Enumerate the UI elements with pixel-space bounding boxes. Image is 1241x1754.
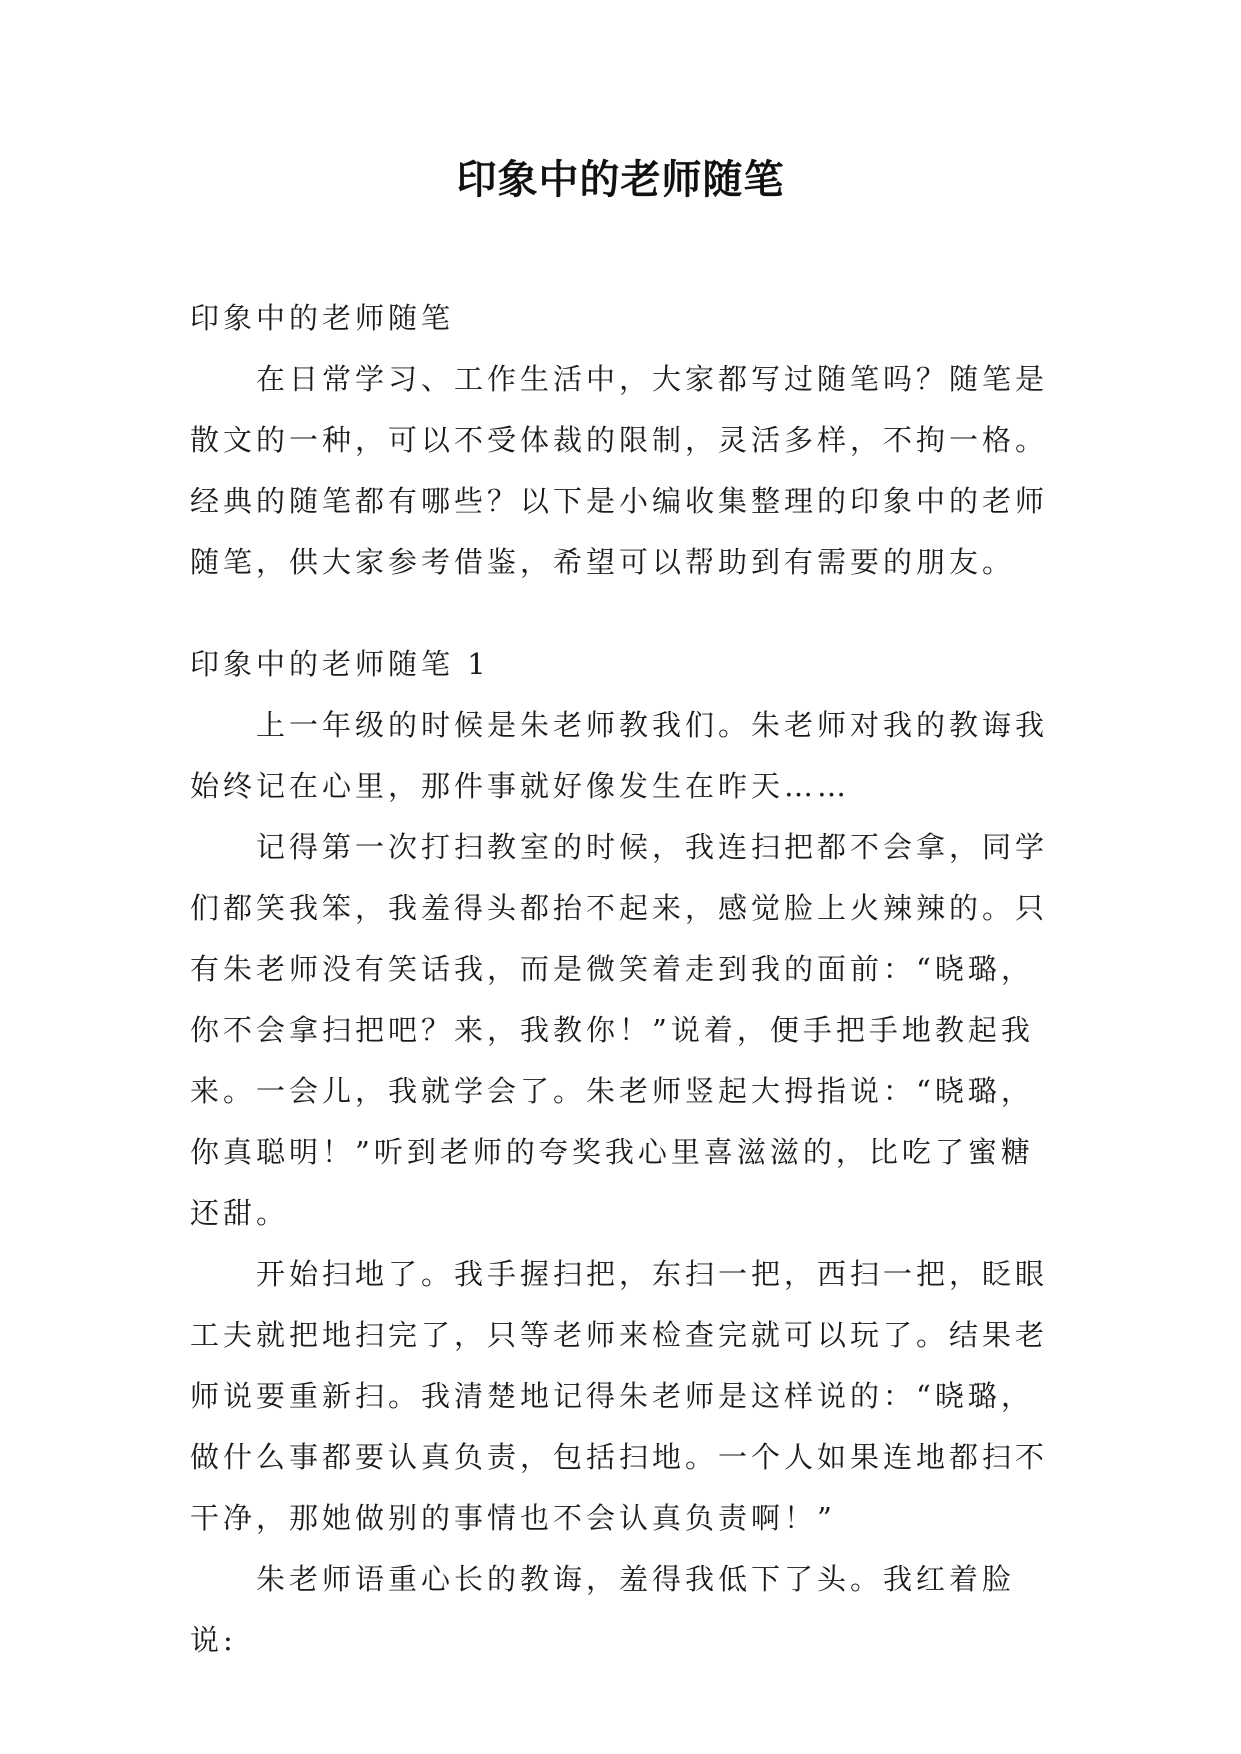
body-paragraph: 开始扫地了。我手握扫把，东扫一把，西扫一把，眨眼工夫就把地扫完了，只等老师来检查完就可以玩了。结果老师说要重新扫。我清楚地记得朱老师是这样说的：“晓璐，做什么事都要认真负责，包括扫地。一个人如果连地都扫不干净，那她做别的事情也不会认真负责啊！”	[190, 1257, 1049, 1535]
intro-paragraph: 在日常学习、工作生活中，大家都写过随笔吗？随笔是散文的一种，可以不受体裁的限制，灵活多样，不拘一格。经典的随笔都有哪些？以下是小编收集整理的印象中的老师随笔，供大家参考借鉴，希望可以帮助到有需要的朋友。	[190, 362, 1049, 579]
body-paragraph: 上一年级的时候是朱老师教我们。朱老师对我的教诲我始终记在心里，那件事就好像发生在昨天……	[190, 708, 1049, 803]
body-paragraph: 朱老师语重心长的教诲，羞得我低下了头。我红着脸说:	[190, 1562, 1016, 1657]
intro-heading: 印象中的老师随笔	[190, 301, 455, 335]
section-heading: 印象中的老师随笔 1	[190, 647, 490, 681]
section-spacer	[190, 593, 1050, 634]
document-body	[190, 288, 1050, 1671]
document-title: 印象中的老师随笔	[456, 157, 785, 203]
body-paragraph: 记得第一次打扫教室的时候，我连扫把都不会拿，同学们都笑我笨，我羞得头都抬不起来，感觉脸上火辣辣的。只有朱老师没有笑话我，而是微笑着走到我的面前：“晓璐，你不会拿扫把吧？来，我教你！”说着，便手把手地教起我来。一会儿，我就学会了。朱老师竖起大拇指说：“晓璐，你真聪明！”听到老师的夸奖我心里喜滋滋的，比吃了蜜糖还甜。	[190, 830, 1049, 1230]
